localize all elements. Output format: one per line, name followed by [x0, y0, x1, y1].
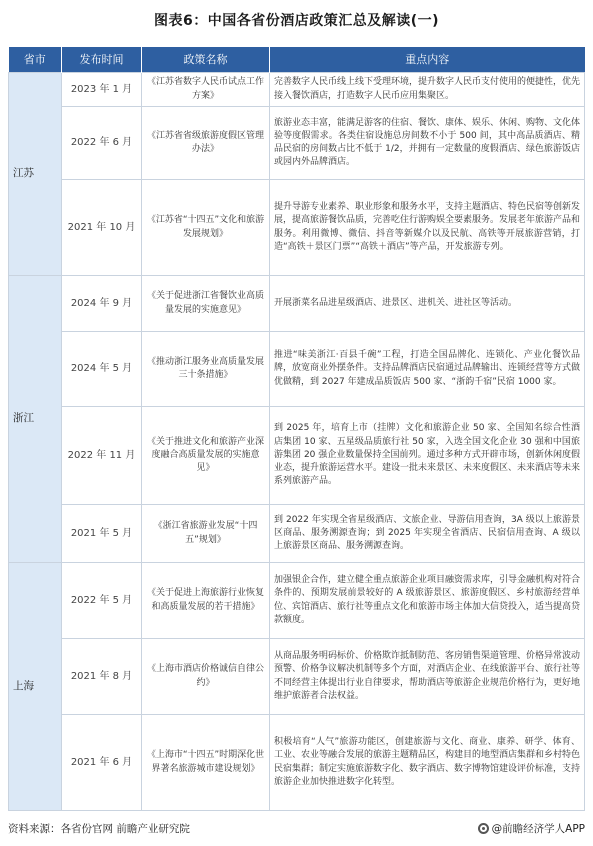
date-cell: 2021 年 6 月: [62, 715, 142, 811]
content-cell: 到 2025 年，培育上市（挂牌）文化和旅游企业 50 家、全国知名综合性酒店集团 10 家、五星级品质旅行社 50 家，入选全国文化企业 30 强和中国旅游集团 20 强企业数量保持全国前列。通过多种方式开辟市场，创新休闲度假业态，提升旅游运营水平。建设一批未来景区、未来度假区、未来酒店等未来系列旅游产品。: [270, 407, 585, 505]
date-cell: 2024 年 9 月: [62, 276, 142, 332]
content-cell: 加强银企合作，建立健全重点旅游企业项目融资需求库，引导金融机构对符合条件的、预期发展前景较好的 A 级旅游景区、旅游度假区、乡村旅游经营单位、宾馆酒店、旅行社等重点文化和旅游市场主体加大信贷投入，适当提高贷款额度。: [270, 563, 585, 639]
date-cell: 2024 年 5 月: [62, 332, 142, 407]
province-cell-zhejiang: 浙江: [9, 276, 62, 563]
table-row: [9, 332, 585, 407]
policy-name-cell: 《推动浙江服务业高质量发展三十条措施》: [142, 332, 270, 407]
date-cell: 2022 年 6 月: [62, 107, 142, 180]
policy-name-cell: 《浙江省旅游业发展“十四五”规划》: [142, 505, 270, 563]
table-row: [9, 180, 585, 276]
policy-name-cell: 《关于推进文化和旅游产业深度融合高质量发展的实施意见》: [142, 407, 270, 505]
content-cell: 推进“味美浙江·百县千碗”工程，打造全国品牌化、连锁化、产业化餐饮品牌，放宽商业外摆条件。支持品牌酒店民宿通过品牌输出、连锁经营等方式做优做精，到 2027 年建成品质饭店 500 家、“浙韵千宿”民宿 1000 家。: [270, 332, 585, 407]
table-row: [9, 73, 585, 107]
table-row: [9, 639, 585, 715]
table-row: [9, 276, 585, 332]
content-cell: 积极培育“人气”旅游功能区，创建旅游与文化、商业、康养、研学、体育、工业、农业等融合发展的旅游主题精品区，构建目的地型酒店集群和乡村特色民宿集群；制定实施旅游数字化、数字酒店、数字博物馆建设评价标准，支持旅游企业加快推进数字化转型。: [270, 715, 585, 811]
content-cell: 从商品服务明码标价、价格欺诈抵制防范、客房销售渠道管理、价格异常波动预警、价格争议解决机制等多个方面，对酒店企业、在线旅游平台、旅行社等不同经营主体提出行业自律要求，帮助酒店等旅游企业规范价格行为，更好地维护旅游者合法权益。: [270, 639, 585, 715]
table-row: [9, 505, 585, 563]
brand-label: @前瞻经济学人APP: [491, 823, 585, 835]
date-cell: 2023 年 1 月: [62, 73, 142, 107]
brand-credit: [478, 821, 585, 836]
date-cell: 2021 年 5 月: [62, 505, 142, 563]
policy-name-cell: 《上海市“十四五”时期深化世界著名旅游城市建设规划》: [142, 715, 270, 811]
content-cell: 旅游业态丰富，能满足游客的住宿、餐饮、康体、娱乐、休闲、购物、文化体验等度假需求。各类住宿设施总房间数不小于 500 间，其中高品质酒店、精品民宿的房间数占比不低于 1/2，并拥有一定数量的度假酒店、绿色旅游饭店或园内外品牌酒店。: [270, 107, 585, 180]
policy-name-cell: 《江苏省省级旅游度假区管理办法》: [142, 107, 270, 180]
table-row: [9, 107, 585, 180]
province-cell-shanghai: 上海: [9, 563, 62, 811]
policy-name-cell: 《关于促进上海旅游行业恢复和高质量发展的若干措施》: [142, 563, 270, 639]
policy-name-cell: 《关于促进浙江省餐饮业高质量发展的实施意见》: [142, 276, 270, 332]
footer: [8, 818, 585, 838]
brand-logo-icon: [478, 823, 489, 834]
source-note: 资料来源：各省份官网 前瞻产业研究院: [8, 823, 190, 835]
date-cell: 2022 年 5 月: [62, 563, 142, 639]
chart-title: 图表6：中国各省份酒店政策汇总及解读(一): [153, 13, 440, 29]
policy-name-cell: 《上海市酒店价格诚信自律公约》: [142, 639, 270, 715]
province-cell-jiangsu: 江苏: [9, 73, 62, 276]
table-header-row: [9, 47, 585, 73]
header-key-content: 重点内容: [270, 47, 585, 73]
content-cell: 开展浙菜名品进星级酒店、进景区、进机关、进社区等活动。: [270, 276, 585, 332]
header-date: 发布时间: [62, 47, 142, 73]
date-cell: 2022 年 11 月: [62, 407, 142, 505]
policy-table: [8, 47, 585, 811]
content-cell: 到 2022 年实现全省星级酒店、文旅企业、导游信用查询，3A 级以上旅游景区商品、服务溯源查询；到 2025 年实现全省酒店、民宿信用查询、A 级以上旅游景区商品、服务溯源查询。: [270, 505, 585, 563]
table-row: [9, 407, 585, 505]
table-row: [9, 715, 585, 811]
policy-name-cell: 《江苏省数字人民币试点工作方案》: [142, 73, 270, 107]
date-cell: 2021 年 10 月: [62, 180, 142, 276]
table-row: [9, 563, 585, 639]
policy-name-cell: 《江苏省“十四五”文化和旅游发展规划》: [142, 180, 270, 276]
header-province: 省市: [9, 47, 62, 73]
content-cell: 提升导游专业素养、职业形象和服务水平，支持主题酒店、特色民宿等创新发展，提高旅游餐饮品质，完善吃住行游购娱全要素服务。发展老年旅游产品和服务。利用微博、微信、抖音等新媒介以及民航、高铁等开展旅游营销，打造“高铁＋景区门票”“高铁＋酒店”等产品，开发旅游专列。: [270, 180, 585, 276]
header-policy-name: 政策名称: [142, 47, 270, 73]
date-cell: 2021 年 8 月: [62, 639, 142, 715]
content-cell: 完善数字人民币线上线下受理环境，提升数字人民币支付使用的便捷性，优先接入餐饮酒店，打造数字人民币应用集聚区。: [270, 73, 585, 107]
